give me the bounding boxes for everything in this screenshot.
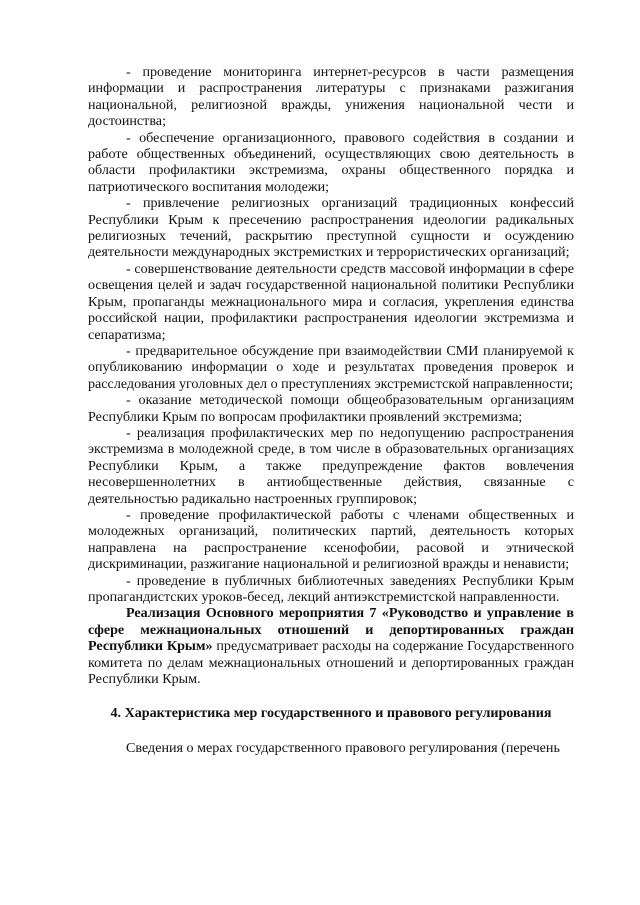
- list-item-media-discussion: - предварительное обсуждение при взаимодействии СМИ планируемой к опубликованию информации о ходе и результатах проведения проверок и расследования уголовных дел о преступлениях экстремистской направленности;: [88, 342, 574, 392]
- list-item-library-lessons: - проведение в публичных библиотечных заведениях Республики Крым пропагандистских уроков-бесед, лекций антиэкстремистской направленности.: [88, 572, 574, 605]
- list-item-preventive-work: - проведение профилактической работы с членами общественных и молодежных организаций, политических партий, деятельность которых направлена на распространение ксенофобии, расовой и этнической дискриминации, разжигание национальной и религиозной вражды и ненависти;: [88, 506, 574, 573]
- implementation-rest-text: предусматривает расходы на содержание Государственного комитета по делам межнациональных отношений и депортированных граждан Республики Крым.: [88, 638, 574, 688]
- implementation-bold-text: Реализация Основного мероприятия 7 «Руководство и управление в сфере межнациональных отношений и депортированных граждан Республики Крым»: [88, 605, 574, 655]
- implementation-paragraph: [88, 605, 574, 687]
- section-heading: 4. Характеристика мер государственного и правового регулирования: [110, 705, 552, 722]
- regulation-paragraph: Сведения о мерах государственного правового регулирования (перечень: [126, 739, 560, 756]
- list-item-monitoring: - проведение мониторинга интернет-ресурсов в части размещения информации и распространения литературы с признаками разжигания национальной, религиозной вражды, унижения национальной чести и достоинства;: [88, 64, 574, 130]
- list-item-public-associations: - обеспечение организационного, правового содействия в создании и работе общественных объединений, осуществляющих свою деятельность в области профилактики экстремизма, охраны общественного порядка и патриотического воспитания молодежи;: [88, 129, 574, 195]
- list-item-religious-organizations: - привлечение религиозных организаций традиционных конфессий Республики Крым к пресечению распространения идеологии радикальных религиозных течений, раскрытию преступной сущности и осуждению деятельности международных экстремистких и террористических организаций;: [88, 195, 574, 261]
- list-item-mass-media: - совершенствование деятельности средств массовой информации в сфере освещения целей и задач государственной национальной политики Республики Крым, пропаганды межнационального мира и согласия, укрепления единства российской нации, профилактики распространения идеологии экстремизма и сепаратизма;: [88, 260, 574, 343]
- document-body: [88, 64, 574, 756]
- list-item-youth-prevention: - реализация профилактических мер по недопущению распространения экстремизма в молодежной среде, в том числе в образовательных организациях Республики Крым, а также предупреждение фактов вовлечения несовершеннолетних в антиобщественные действия, связанные с деятельностью радикально настроенных группировок;: [88, 424, 574, 507]
- list-item-methodical-help: - оказание методической помощи общеобразовательным организациям Республики Крым по вопросам профилактики проявлений экстремизма;: [88, 392, 574, 425]
